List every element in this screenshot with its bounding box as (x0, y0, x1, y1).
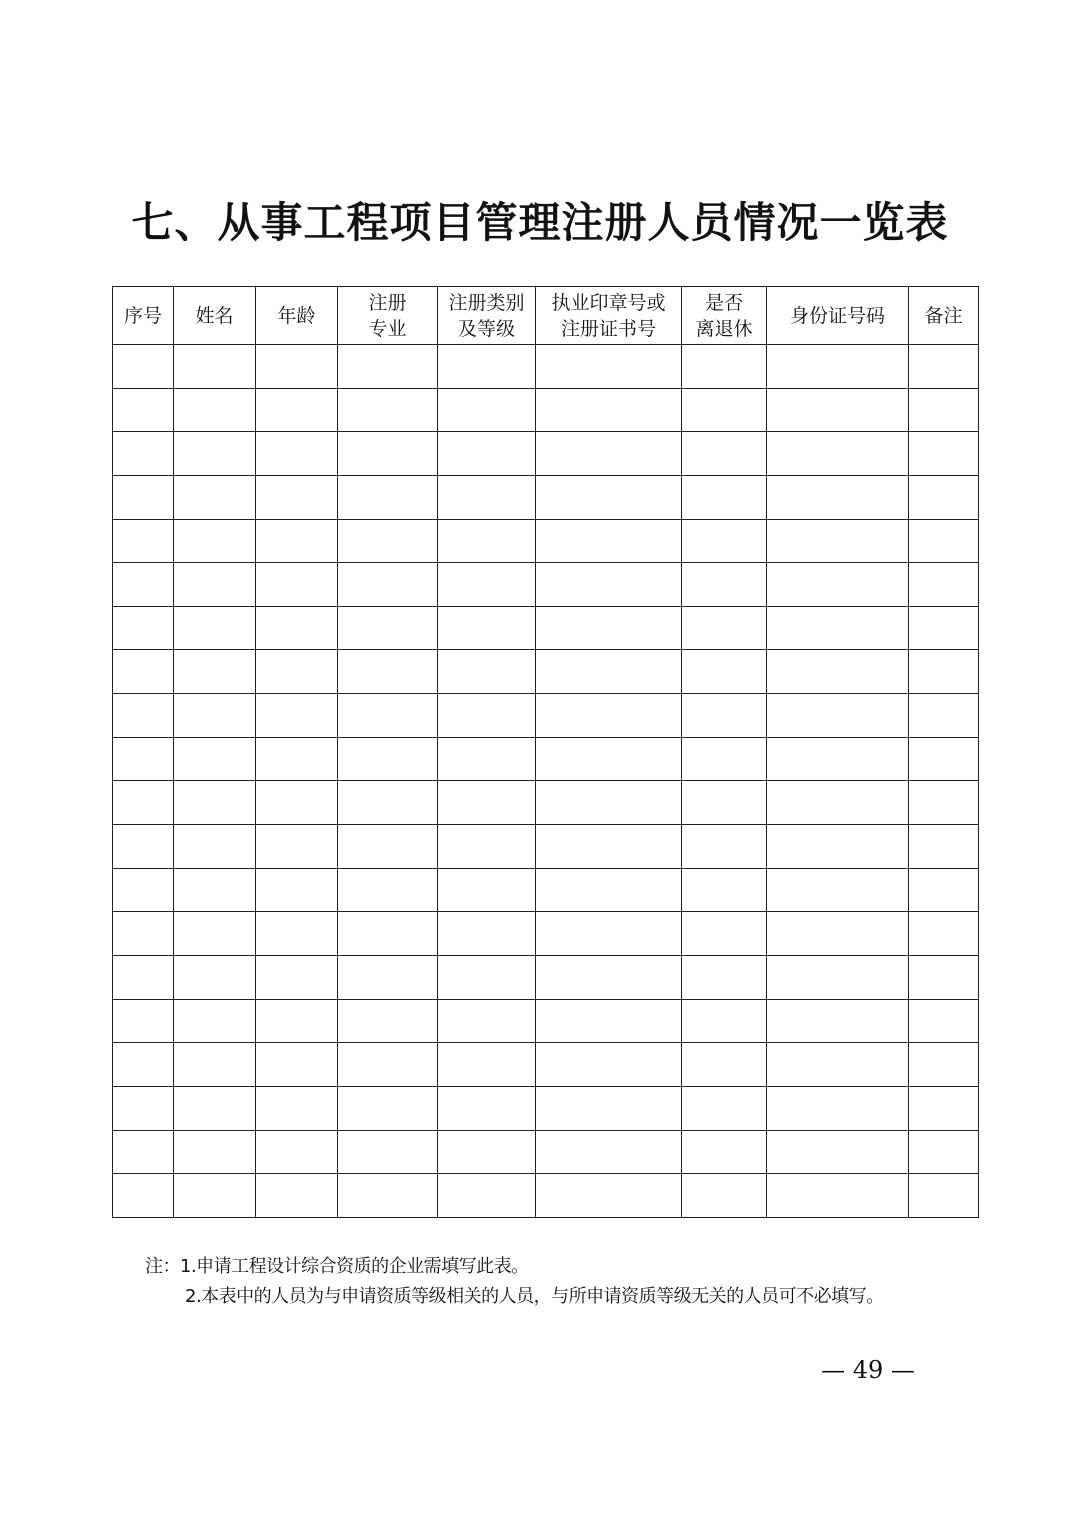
table-cell[interactable] (536, 999, 682, 1043)
table-cell[interactable] (767, 737, 909, 781)
table-cell[interactable] (113, 432, 174, 476)
table-cell[interactable] (174, 737, 256, 781)
table-cell[interactable] (113, 345, 174, 389)
table-cell[interactable] (256, 345, 338, 389)
table-cell[interactable] (536, 519, 682, 563)
table-cell[interactable] (256, 606, 338, 650)
table-cell[interactable] (174, 345, 256, 389)
table-cell[interactable] (113, 563, 174, 607)
table-cell[interactable] (536, 1174, 682, 1218)
table-cell[interactable] (909, 781, 979, 825)
header-registered-specialty: 注册 专业 (338, 287, 438, 345)
table-cell[interactable] (438, 606, 536, 650)
table-cell[interactable] (909, 519, 979, 563)
table-cell[interactable] (536, 388, 682, 432)
table-cell[interactable] (682, 694, 767, 738)
table-cell[interactable] (438, 868, 536, 912)
table-cell[interactable] (536, 345, 682, 389)
table-cell[interactable] (536, 781, 682, 825)
table-cell[interactable] (438, 650, 536, 694)
table-cell[interactable] (438, 1043, 536, 1087)
table-cell[interactable] (682, 999, 767, 1043)
table-cell[interactable] (256, 1043, 338, 1087)
table-row (113, 563, 979, 607)
table-cell[interactable] (536, 912, 682, 956)
table-cell[interactable] (767, 650, 909, 694)
table-row (113, 388, 979, 432)
table-cell[interactable] (909, 1130, 979, 1174)
header-serial-number: 序号 (113, 287, 174, 345)
table-cell[interactable] (767, 606, 909, 650)
table-cell[interactable] (256, 1086, 338, 1130)
table-cell[interactable] (174, 1174, 256, 1218)
table-cell[interactable] (536, 868, 682, 912)
table-cell[interactable] (682, 475, 767, 519)
table-cell[interactable] (536, 955, 682, 999)
table-cell[interactable] (767, 999, 909, 1043)
table-cell[interactable] (909, 1043, 979, 1087)
header-id-number: 身份证号码 (767, 287, 909, 345)
notes (145, 1252, 884, 1312)
table-cell[interactable] (438, 1174, 536, 1218)
table-cell[interactable] (909, 694, 979, 738)
table-cell[interactable] (113, 1086, 174, 1130)
table-cell[interactable] (767, 694, 909, 738)
table-cell[interactable] (113, 606, 174, 650)
table-cell[interactable] (682, 955, 767, 999)
table-cell[interactable] (338, 475, 438, 519)
table-cell[interactable] (909, 388, 979, 432)
table-cell[interactable] (767, 1086, 909, 1130)
table-cell[interactable] (338, 1130, 438, 1174)
table-cell[interactable] (682, 519, 767, 563)
table-cell[interactable] (909, 1174, 979, 1218)
table-cell[interactable] (174, 1086, 256, 1130)
table-cell[interactable] (682, 563, 767, 607)
table-cell[interactable] (256, 475, 338, 519)
table-cell[interactable] (909, 999, 979, 1043)
table-cell[interactable] (438, 912, 536, 956)
table-row (113, 912, 979, 956)
table-row (113, 694, 979, 738)
table-cell[interactable] (338, 432, 438, 476)
table-row (113, 475, 979, 519)
table-cell[interactable] (338, 650, 438, 694)
table-cell[interactable] (909, 563, 979, 607)
table-cell[interactable] (536, 1086, 682, 1130)
table-cell[interactable] (909, 432, 979, 476)
table-cell[interactable] (767, 388, 909, 432)
table-cell[interactable] (682, 650, 767, 694)
table-row (113, 781, 979, 825)
table-cell[interactable] (338, 694, 438, 738)
table-cell[interactable] (909, 650, 979, 694)
table-row (113, 955, 979, 999)
table-cell[interactable] (438, 825, 536, 869)
table-cell[interactable] (682, 781, 767, 825)
note-line-2: 2.本表中的人员为与申请资质等级相关的人员，与所申请资质等级无关的人员可不必填写。 (185, 1286, 884, 1307)
table-cell[interactable] (682, 825, 767, 869)
header-registration-category-grade: 注册类别 及等级 (438, 287, 536, 345)
table-cell[interactable] (256, 781, 338, 825)
table-cell[interactable] (767, 781, 909, 825)
table-cell[interactable] (338, 1086, 438, 1130)
table-cell[interactable] (113, 475, 174, 519)
table-cell[interactable] (174, 781, 256, 825)
table-cell[interactable] (174, 1130, 256, 1174)
table-cell[interactable] (174, 694, 256, 738)
table-cell[interactable] (113, 868, 174, 912)
table-cell[interactable] (536, 737, 682, 781)
table-cell[interactable] (682, 388, 767, 432)
table-cell[interactable] (338, 868, 438, 912)
table-cell[interactable] (256, 388, 338, 432)
table-cell[interactable] (174, 868, 256, 912)
table-row (113, 737, 979, 781)
table-cell[interactable] (174, 999, 256, 1043)
table-cell[interactable] (113, 737, 174, 781)
table-cell[interactable] (909, 912, 979, 956)
table-cell[interactable] (338, 563, 438, 607)
table-cell[interactable] (767, 1043, 909, 1087)
table-cell[interactable] (438, 999, 536, 1043)
table-cell[interactable] (113, 1130, 174, 1174)
table-cell[interactable] (682, 606, 767, 650)
table-cell[interactable] (174, 825, 256, 869)
table-row (113, 1174, 979, 1218)
table-cell[interactable] (338, 1043, 438, 1087)
table-cell[interactable] (256, 1174, 338, 1218)
table-cell[interactable] (682, 1174, 767, 1218)
page-number: — 49 — (821, 1356, 915, 1384)
table-cell[interactable] (256, 563, 338, 607)
table-cell[interactable] (174, 432, 256, 476)
table-cell[interactable] (174, 1043, 256, 1087)
table-cell[interactable] (909, 868, 979, 912)
table-cell[interactable] (438, 1130, 536, 1174)
table-cell[interactable] (174, 955, 256, 999)
table-cell[interactable] (536, 1130, 682, 1174)
table-cell[interactable] (682, 345, 767, 389)
table-cell[interactable] (338, 519, 438, 563)
table-cell[interactable] (767, 345, 909, 389)
header-seal-or-certificate-number: 执业印章号或 注册证书号 (536, 287, 682, 345)
table-cell[interactable] (438, 737, 536, 781)
table-cell[interactable] (909, 1086, 979, 1130)
table-cell[interactable] (338, 345, 438, 389)
table-row (113, 432, 979, 476)
table-row (113, 1086, 979, 1130)
table-cell[interactable] (113, 388, 174, 432)
table-cell[interactable] (113, 650, 174, 694)
table-cell[interactable] (767, 955, 909, 999)
table-row (113, 519, 979, 563)
table-cell[interactable] (536, 825, 682, 869)
table-cell[interactable] (338, 781, 438, 825)
table-cell[interactable] (256, 825, 338, 869)
table-cell[interactable] (682, 1130, 767, 1174)
table-cell[interactable] (174, 475, 256, 519)
table-cell[interactable] (113, 955, 174, 999)
table-cell[interactable] (113, 1174, 174, 1218)
table-cell[interactable] (438, 1086, 536, 1130)
table-cell[interactable] (767, 868, 909, 912)
table-row (113, 825, 979, 869)
table-row (113, 999, 979, 1043)
table-cell[interactable] (536, 563, 682, 607)
table-cell[interactable] (682, 737, 767, 781)
table-cell[interactable] (438, 432, 536, 476)
table-cell[interactable] (338, 999, 438, 1043)
table-cell[interactable] (438, 475, 536, 519)
table-cell[interactable] (536, 1043, 682, 1087)
table-cell[interactable] (767, 475, 909, 519)
table-cell[interactable] (909, 825, 979, 869)
table-cell[interactable] (438, 345, 536, 389)
table-cell[interactable] (338, 737, 438, 781)
table-row (113, 1043, 979, 1087)
personnel-table (112, 286, 979, 1218)
table-cell[interactable] (682, 868, 767, 912)
table-cell[interactable] (256, 868, 338, 912)
table-row (113, 868, 979, 912)
table-cell[interactable] (113, 1043, 174, 1087)
table-cell[interactable] (174, 606, 256, 650)
table-cell[interactable] (438, 955, 536, 999)
table-cell[interactable] (536, 606, 682, 650)
header-age: 年龄 (256, 287, 338, 345)
table-cell[interactable] (174, 912, 256, 956)
note-line-1: 注：1.申请工程设计综合资质的企业需填写此表。 (145, 1256, 529, 1277)
table-cell[interactable] (438, 694, 536, 738)
table-cell[interactable] (174, 563, 256, 607)
header-retired: 是否 离退休 (682, 287, 767, 345)
table-cell[interactable] (338, 388, 438, 432)
table-cell[interactable] (256, 955, 338, 999)
page-title: 七、从事工程项目管理注册人员情况一览表 (131, 198, 949, 247)
table-cell[interactable] (338, 955, 438, 999)
table-cell[interactable] (767, 519, 909, 563)
table-cell[interactable] (536, 432, 682, 476)
table-cell[interactable] (438, 519, 536, 563)
table-cell[interactable] (338, 1174, 438, 1218)
table-cell[interactable] (338, 825, 438, 869)
table-cell[interactable] (536, 694, 682, 738)
table-cell[interactable] (256, 519, 338, 563)
table-cell[interactable] (682, 1086, 767, 1130)
table-cell[interactable] (113, 781, 174, 825)
table-cell[interactable] (256, 737, 338, 781)
table-cell[interactable] (113, 999, 174, 1043)
table-cell[interactable] (174, 519, 256, 563)
table-row (113, 606, 979, 650)
table-cell[interactable] (256, 650, 338, 694)
table-cell[interactable] (438, 781, 536, 825)
table-cell[interactable] (767, 432, 909, 476)
table-cell[interactable] (113, 519, 174, 563)
table-cell[interactable] (767, 563, 909, 607)
table-cell[interactable] (438, 563, 536, 607)
table-cell[interactable] (174, 650, 256, 694)
table-row (113, 1130, 979, 1174)
table-cell[interactable] (682, 912, 767, 956)
table-cell[interactable] (113, 912, 174, 956)
table-cell[interactable] (256, 432, 338, 476)
table-cell[interactable] (536, 475, 682, 519)
table-cell[interactable] (767, 1174, 909, 1218)
table-cell[interactable] (256, 694, 338, 738)
table-cell[interactable] (767, 825, 909, 869)
header-name: 姓名 (174, 287, 256, 345)
table-cell[interactable] (909, 606, 979, 650)
table-cell[interactable] (338, 606, 438, 650)
table-row (113, 650, 979, 694)
table-cell[interactable] (682, 1043, 767, 1087)
table-cell[interactable] (909, 475, 979, 519)
table-cell[interactable] (767, 912, 909, 956)
table-cell[interactable] (536, 650, 682, 694)
header-remarks: 备注 (909, 287, 979, 345)
table-cell[interactable] (256, 999, 338, 1043)
table-row (113, 345, 979, 389)
table-header-row (113, 287, 979, 345)
table-body (113, 345, 979, 1218)
table-cell[interactable] (256, 1130, 338, 1174)
table-cell[interactable] (113, 694, 174, 738)
table-cell[interactable] (338, 912, 438, 956)
table-cell[interactable] (113, 825, 174, 869)
table-cell[interactable] (174, 388, 256, 432)
table-cell[interactable] (438, 388, 536, 432)
table-cell[interactable] (767, 1130, 909, 1174)
table-cell[interactable] (682, 432, 767, 476)
table-cell[interactable] (256, 912, 338, 956)
table-cell[interactable] (909, 737, 979, 781)
table-cell[interactable] (909, 955, 979, 999)
table-cell[interactable] (909, 345, 979, 389)
